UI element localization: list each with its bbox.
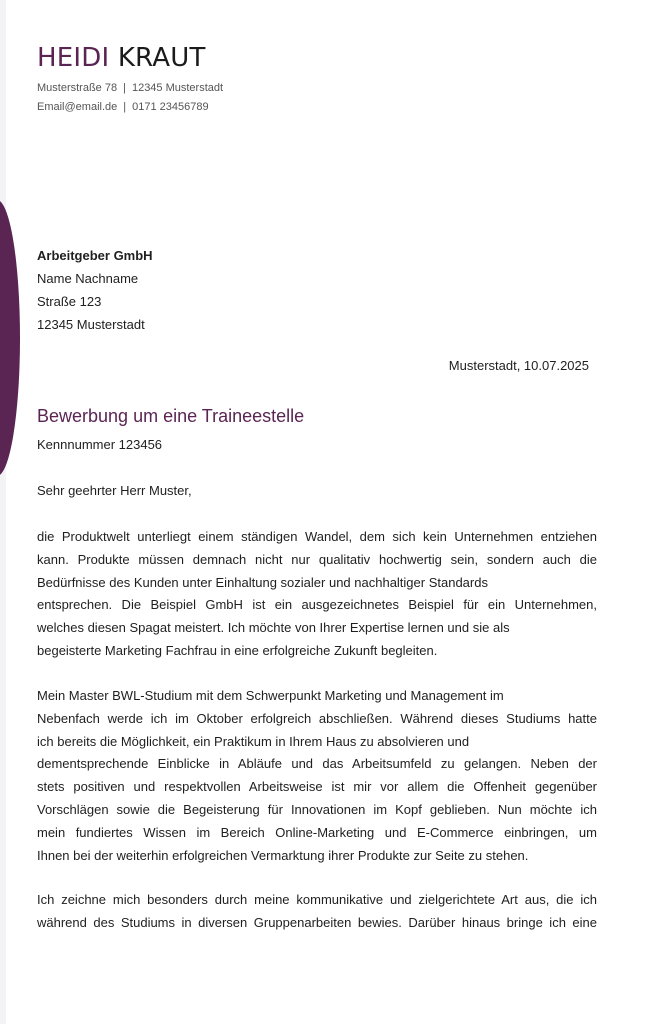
- sender-last-name: KRAUT: [117, 43, 206, 73]
- paragraph-line: entsprechen. Die Beispiel GmbH ist ein ausgezeichnetes Beispiel für ein Unternehmen,: [37, 597, 597, 613]
- letter-subject: Bewerbung um eine Traineestelle: [37, 406, 305, 426]
- paragraph-line: kann. Produkte müssen demnach nicht nur qualitativ hochwertig sein, sondern auch die: [37, 551, 597, 567]
- paragraph-line: die Produktwelt unterliegt einem ständigen Wandel, dem sich kein Unternehmen entziehen: [37, 529, 597, 544]
- paragraph-line: welches diesen Spagat meistert. Ich möchte von Ihrer Expertise lernen und sie als: [37, 620, 510, 636]
- body-paragraph-3: [37, 889, 597, 935]
- sender-phone: 0171 23456789: [132, 101, 209, 113]
- salutation: Sehr geehrter Herr Muster,: [37, 483, 192, 498]
- paragraph-line: Vorschlägen sowie die Begeisterung für Innovationen im Kopf geblieben. Nun möchte ich: [37, 801, 597, 817]
- sender-first-name: HEIDI: [37, 43, 110, 73]
- paragraph-line: Ihnen bei der weiterhin erfolgreichen Vermarktung ihrer Produkte zur Seite zu stehen.: [37, 847, 529, 863]
- paragraph-line: mein fundiertes Wissen im Bereich Online-Marketing und E-Commerce einbringen, um: [37, 824, 597, 840]
- contact-separator: |: [123, 82, 126, 94]
- sender-address: Musterstraße 78: [37, 82, 118, 94]
- paragraph-line: Bedürfnisse des Kunden unter Einhaltung sozialer und nachhaltiger Standards: [37, 574, 488, 590]
- decorative-accent-arc: [0, 200, 20, 476]
- page-edge: [0, 0, 6, 1024]
- body-paragraph-1: [37, 526, 597, 663]
- sender-address-line: [37, 81, 223, 95]
- recipient-postal-city: 12345 Musterstadt: [37, 317, 145, 332]
- place-date: Musterstadt, 10.07.2025: [448, 358, 589, 373]
- sender-email: Email@email.de: [37, 101, 118, 113]
- paragraph-line: ich bereits die Möglichkeit, ein Praktikum in Ihrem Haus zu absolvieren und: [37, 733, 470, 749]
- paragraph-line: Mein Master BWL-Studium mit dem Schwerpunkt Marketing und Management im: [37, 688, 504, 703]
- paragraph-line: Nebenfach werde ich im Oktober erfolgreich abschließen. Während dieses Studiums hatte: [37, 710, 597, 726]
- sender-name: [37, 42, 206, 74]
- recipient-address-block: [37, 244, 153, 336]
- body-paragraph-2: [37, 685, 597, 867]
- recipient-street: Straße 123: [37, 294, 102, 309]
- sender-postal-city: 12345 Musterstadt: [131, 82, 224, 94]
- contact-separator: |: [123, 101, 127, 113]
- paragraph-line: Ich zeichne mich besonders durch meine kommunikative und zielgerichtete Art aus, die ich: [37, 892, 597, 907]
- recipient-company: Arbeitgeber GmbH: [37, 248, 153, 263]
- paragraph-line: während des Studiums in diversen Gruppenarbeiten bewies. Darüber hinaus bringe ich eine: [37, 914, 597, 930]
- paragraph-line: stets positiven und respektvollen Arbeitsweise ist mir vor allem die Offenheit gegenüber: [37, 779, 597, 795]
- recipient-contact: Name Nachname: [37, 271, 139, 286]
- paragraph-line: dementsprechende Einblicke in Abläufe und das Arbeitsumfeld zu gelangen. Neben der: [37, 756, 597, 772]
- reference-number: Kennnummer 123456: [37, 437, 163, 452]
- sender-contact-line: [37, 100, 209, 114]
- paragraph-line: begeisterte Marketing Fachfrau in eine erfolgreiche Zukunft begleiten.: [37, 642, 438, 658]
